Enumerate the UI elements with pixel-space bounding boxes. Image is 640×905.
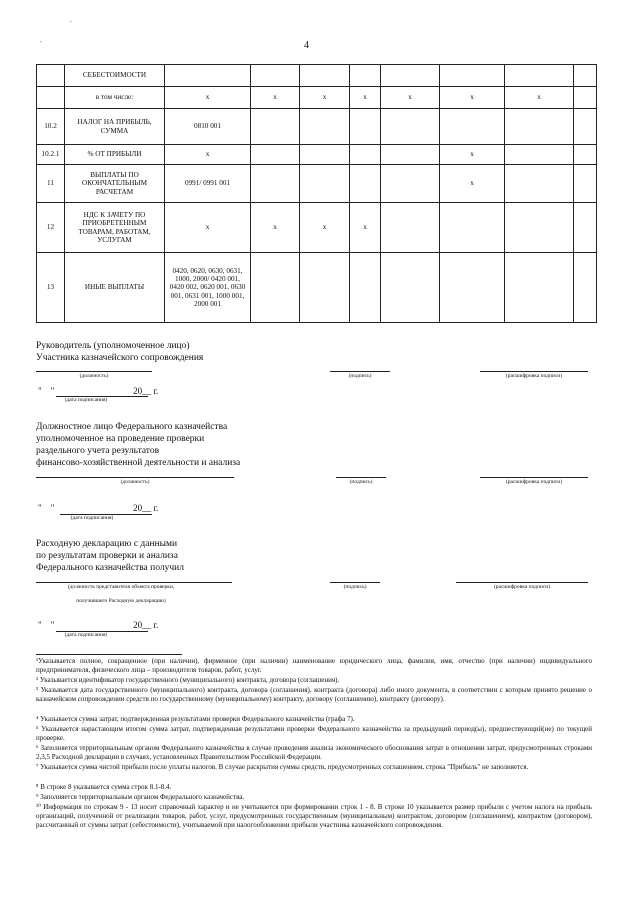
row-number-cell: 11 xyxy=(37,165,65,203)
signature-line-3[interactable] xyxy=(330,582,380,583)
date-1: " " 20__ г. xyxy=(38,386,159,396)
value-cell xyxy=(300,253,350,323)
value-cell: x xyxy=(251,87,300,109)
value-cell xyxy=(574,203,597,253)
date-caption-2: (дата подписания) xyxy=(70,515,114,521)
footnote-separator xyxy=(36,654,182,655)
decoding-line-1[interactable] xyxy=(480,371,588,372)
value-cell xyxy=(381,145,440,165)
treasury-official-1: Должностное лицо Федерального казначейства xyxy=(36,422,228,432)
value-cell: x xyxy=(440,87,505,109)
value-cell: x xyxy=(251,203,300,253)
value-cell: x xyxy=(300,87,350,109)
signature-caption-1: (подпись) xyxy=(348,373,372,379)
received-1: Расходную декларацию с данными xyxy=(36,539,178,549)
value-cell xyxy=(350,145,381,165)
value-cell xyxy=(440,65,505,87)
table-row xyxy=(37,65,597,87)
value-cell: x xyxy=(300,203,350,253)
footnote-7: ⁷ Указывается сумма чистой прибыли после уплаты налогов. В случае раскрытия суммы средств, предусмотренных соглашением, строка "Прибыль" не заполняется. xyxy=(36,763,529,771)
row-code-cell: 0810 001 xyxy=(165,109,251,145)
value-cell xyxy=(251,145,300,165)
table-row xyxy=(37,87,597,109)
row-code-cell: x xyxy=(165,87,251,109)
position-caption-1: (должность) xyxy=(79,373,109,379)
row-code-cell xyxy=(165,65,251,87)
value-cell xyxy=(381,253,440,323)
value-cell: x xyxy=(350,87,381,109)
value-cell xyxy=(505,165,574,203)
footnote-8: ⁸ В строке 8 указывается сумма строк 8.1-8.4. xyxy=(36,783,172,791)
row-number-cell: 12 xyxy=(37,203,65,253)
value-cell xyxy=(574,165,597,203)
decoding-line-2[interactable] xyxy=(480,477,588,478)
date-2: " " 20__ г. xyxy=(38,503,159,513)
position-caption-3b: получившего Расходную декларацию) xyxy=(76,598,166,604)
row-code-cell: x xyxy=(165,145,251,165)
value-cell: x xyxy=(440,165,505,203)
signature-line-2[interactable] xyxy=(336,477,386,478)
date-caption-1: (дата подписания) xyxy=(64,397,108,403)
footnote-10: ¹⁰ Информация по строкам 9 - 13 носит справочный характер и не учитывается при формировании строк 1 - 8. В строке 10 указывается размер прибыли с учетом налога на прибыль организаций, полученной от реализации товаров, работ, услуг, предусмотренных государственным (муниципальным) контрактом, договором (соглашением), контрактом (договором), рассчитанный от суммы затрат (себестоимости), учитываемой при налогообложении прибыли участника казначейского сопровождения. xyxy=(36,803,592,830)
decoding-caption-2: (расшифровка подписи) xyxy=(505,479,563,485)
received-3: Федерального казначейства получил xyxy=(36,563,184,573)
footnote-4: ⁴ Указывается сумма затрат, подтвержденная результатами проверки Федерального казначейства (графа 7). xyxy=(36,715,355,723)
value-cell xyxy=(440,253,505,323)
value-cell xyxy=(505,253,574,323)
decoding-line-3[interactable] xyxy=(456,582,588,583)
signature-line-1[interactable] xyxy=(330,371,390,372)
value-cell xyxy=(505,203,574,253)
value-cell xyxy=(381,203,440,253)
table-row xyxy=(37,145,597,165)
value-cell xyxy=(350,165,381,203)
scan-mark-1: ∙ xyxy=(70,18,72,26)
row-name-cell: ИНЫЕ ВЫПЛАТЫ xyxy=(65,253,165,323)
value-cell xyxy=(381,109,440,145)
position-caption-3a: (должность представителя объекта проверки, xyxy=(67,584,175,590)
position-line-1[interactable] xyxy=(36,371,152,372)
footnote-1: ¹Указывается полное, сокращенное (при наличии), фирменное (при наличии) наименование юридического лица, фамилия, имя, отчество (при наличии) индивидуального предпринимателя, физического лица – производителя товаров, работ, услуг. xyxy=(36,657,592,675)
footnote-3: ³ Указывается дата государственного (муниципального) контракта, договора (соглашения), контракта (договора) либо иного документа, в соответствии с которым принято решение о казначейском сопровождении средств по государственному (муниципальному) контракту, договору (соглашению), контракту (договору). xyxy=(36,686,592,704)
decoding-caption-1: (расшифровка подписи) xyxy=(505,373,563,379)
row-code-cell: x xyxy=(165,203,251,253)
row-name-cell: ВЫПЛАТЫ ПО ОКОНЧАТЕЛЬНЫМ РАСЧЕТАМ xyxy=(65,165,165,203)
row-number-cell: 10.2 xyxy=(37,109,65,145)
head-title-2: Участника казначейского сопровождения xyxy=(36,353,204,363)
position-line-3[interactable] xyxy=(36,582,232,583)
value-cell xyxy=(574,65,597,87)
table-row xyxy=(37,253,597,323)
value-cell xyxy=(300,145,350,165)
treasury-official-4: финансово-хозяйственной деятельности и анализа xyxy=(36,458,241,468)
value-cell xyxy=(440,203,505,253)
value-cell xyxy=(350,65,381,87)
value-cell xyxy=(381,165,440,203)
table-row xyxy=(37,203,597,253)
value-cell xyxy=(381,65,440,87)
value-cell xyxy=(574,87,597,109)
table-row xyxy=(37,109,597,145)
value-cell xyxy=(251,109,300,145)
received-2: по результатам проверки и анализа xyxy=(36,551,178,561)
row-name-cell: НДС К ЗАЧЕТУ ПО ПРИОБРЕТЕННЫМ ТОВАРАМ, РАБОТАМ, УСЛУГАМ xyxy=(65,203,165,253)
row-code-cell: 0420, 0620, 0630, 0631, 1000, 2000/ 0420 001, 0420 002, 0620 001, 0630 001, 0631 001, 1000 001, 2000 001 xyxy=(165,253,251,323)
treasury-official-2: уполномоченное на проведение проверки xyxy=(36,434,205,444)
position-line-2[interactable] xyxy=(36,477,234,478)
value-cell xyxy=(350,253,381,323)
row-name-cell: % ОТ ПРИБЫЛИ xyxy=(65,145,165,165)
head-title-1: Руководитель (уполномоченное лицо) xyxy=(36,341,190,351)
signature-caption-3: (подпись) xyxy=(343,584,367,590)
value-cell xyxy=(251,65,300,87)
row-name-cell: НАЛОГ НА ПРИБЫЛЬ, СУММА xyxy=(65,109,165,145)
row-number-cell xyxy=(37,65,65,87)
value-cell: x xyxy=(505,87,574,109)
row-number-cell xyxy=(37,87,65,109)
scan-mark-2: ∙ xyxy=(40,38,42,46)
value-cell xyxy=(505,65,574,87)
footnote-6: ⁶ Заполняется территориальным органом Федерального казначейства в случае проведения анализа экономического обоснования затрат в отношении затрат, предусмотренных строками 2,3,5 Расходной декларации в случаях, установленных Правительством Российской Федерации. xyxy=(36,744,592,762)
value-cell xyxy=(505,145,574,165)
row-name-cell: СЕБЕСТОИМОСТИ xyxy=(65,65,165,87)
footnote-5: ⁵ Указывается нарастающим итогом сумма затрат, подтвержденная результатами проверки Федерального казначейства за предыдущий период(ы), предшествующий(ие) по текущей проверке. xyxy=(36,725,592,743)
decoding-caption-3: (расшифровка подписи) xyxy=(493,584,551,590)
value-cell xyxy=(251,253,300,323)
value-cell xyxy=(505,109,574,145)
row-name-cell: в том числе: xyxy=(65,87,165,109)
value-cell xyxy=(574,109,597,145)
treasury-official-3: раздельного учета результатов xyxy=(36,446,160,456)
signature-caption-2: (подпись) xyxy=(349,479,373,485)
footnote-2: ² Указывается идентификатор государственного (муниципального) контракта, договора (соглашения). xyxy=(36,676,340,684)
row-number-cell: 10.2.1 xyxy=(37,145,65,165)
row-code-cell: 0991/ 0991 001 xyxy=(165,165,251,203)
value-cell xyxy=(574,145,597,165)
value-cell: x xyxy=(381,87,440,109)
table-row xyxy=(37,165,597,203)
expense-table xyxy=(36,64,597,323)
value-cell xyxy=(350,109,381,145)
value-cell xyxy=(300,65,350,87)
value-cell xyxy=(251,165,300,203)
value-cell xyxy=(300,109,350,145)
page-number: 4 xyxy=(304,40,309,51)
value-cell xyxy=(440,109,505,145)
footnote-9: ⁹ Заполняется территориальным органом Федерального казначейства. xyxy=(36,793,245,801)
value-cell xyxy=(574,253,597,323)
value-cell: x xyxy=(350,203,381,253)
date-caption-3: (дата подписания) xyxy=(64,632,108,638)
date-3: " " 20__ г. xyxy=(38,620,159,630)
value-cell: x xyxy=(440,145,505,165)
row-number-cell: 13 xyxy=(37,253,65,323)
value-cell xyxy=(300,165,350,203)
position-caption-2: (должность) xyxy=(120,479,150,485)
